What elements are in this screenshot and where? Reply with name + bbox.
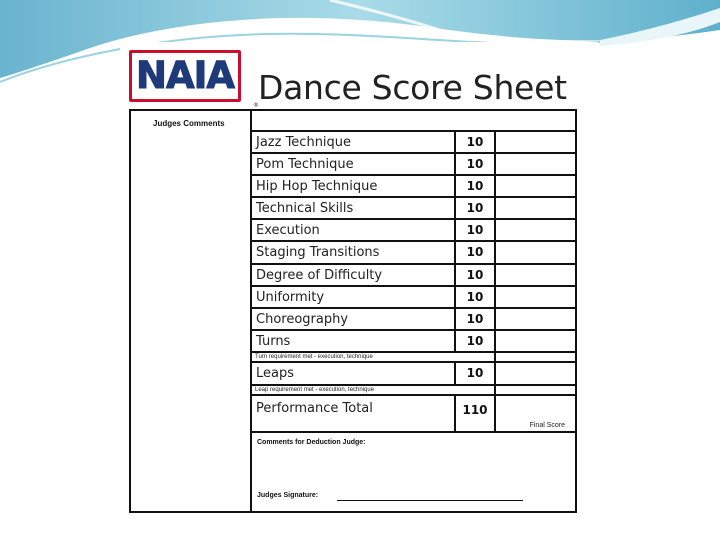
score-cell [496, 220, 575, 242]
score-row [252, 242, 575, 265]
max-points: 10 [456, 287, 496, 309]
page-title: Dance Score Sheet [258, 68, 567, 107]
score-row [252, 132, 575, 154]
score-cell [496, 265, 575, 287]
judges-comments-label: Judges Comments [153, 119, 225, 128]
score-cell [496, 154, 575, 176]
score-table [129, 109, 577, 513]
max-points: 10 [456, 265, 496, 287]
score-cell [496, 176, 575, 198]
table-header-bar [252, 111, 575, 132]
performance-total-label: Performance Total [252, 396, 456, 433]
score-row [252, 331, 575, 353]
max-points: 10 [456, 242, 496, 265]
score-row [252, 265, 575, 287]
category-label: Staging Transitions [252, 242, 456, 265]
max-points: 10 [456, 309, 496, 331]
score-cell [496, 363, 575, 386]
score-row [252, 154, 575, 176]
turn-requirement-note: Turn requirement met - execution, technique [252, 353, 496, 363]
score-cell [496, 198, 575, 220]
leap-requirement-note: Leap requirement met - execution, technique [252, 386, 496, 396]
category-label: Degree of Difficulty [252, 265, 456, 287]
score-cell [496, 331, 575, 353]
max-points: 10 [456, 154, 496, 176]
logo-text: NAIA [135, 54, 234, 97]
category-label: Execution [252, 220, 456, 242]
category-label: Uniformity [252, 287, 456, 309]
deduction-comments-label: Comments for Deduction Judge: [257, 439, 366, 446]
max-points: 10 [456, 198, 496, 220]
score-row [252, 198, 575, 220]
judges-comments-box [131, 111, 252, 511]
score-cell [496, 132, 575, 154]
category-label: Turns [252, 331, 456, 353]
category-label: Leaps [252, 363, 456, 386]
score-row [252, 176, 575, 198]
score-row [252, 220, 575, 242]
max-points: 10 [456, 176, 496, 198]
judges-signature-label: Judges Signature: [257, 492, 319, 499]
max-points: 10 [456, 132, 496, 154]
leap-requirement-row [252, 386, 575, 396]
final-score-label: Final Score [529, 422, 565, 429]
score-row [252, 287, 575, 309]
performance-total-value: 110 [456, 396, 496, 433]
score-cell [496, 287, 575, 309]
final-score-cell [496, 396, 575, 433]
naia-logo [129, 50, 259, 109]
score-row [252, 363, 575, 386]
performance-total-row [252, 396, 575, 433]
category-label: Jazz Technique [252, 132, 456, 154]
signature-line [337, 500, 523, 501]
category-label: Choreography [252, 309, 456, 331]
score-cell [496, 242, 575, 265]
score-cell [496, 309, 575, 331]
category-label: Technical Skills [252, 198, 456, 220]
logo-registered-mark: ® [253, 102, 259, 109]
category-label: Hip Hop Technique [252, 176, 456, 198]
score-sheet-slide [120, 42, 598, 532]
score-row [252, 309, 575, 331]
turn-requirement-row [252, 353, 575, 363]
category-label: Pom Technique [252, 154, 456, 176]
max-points: 10 [456, 331, 496, 353]
max-points: 10 [456, 363, 496, 386]
max-points: 10 [456, 220, 496, 242]
